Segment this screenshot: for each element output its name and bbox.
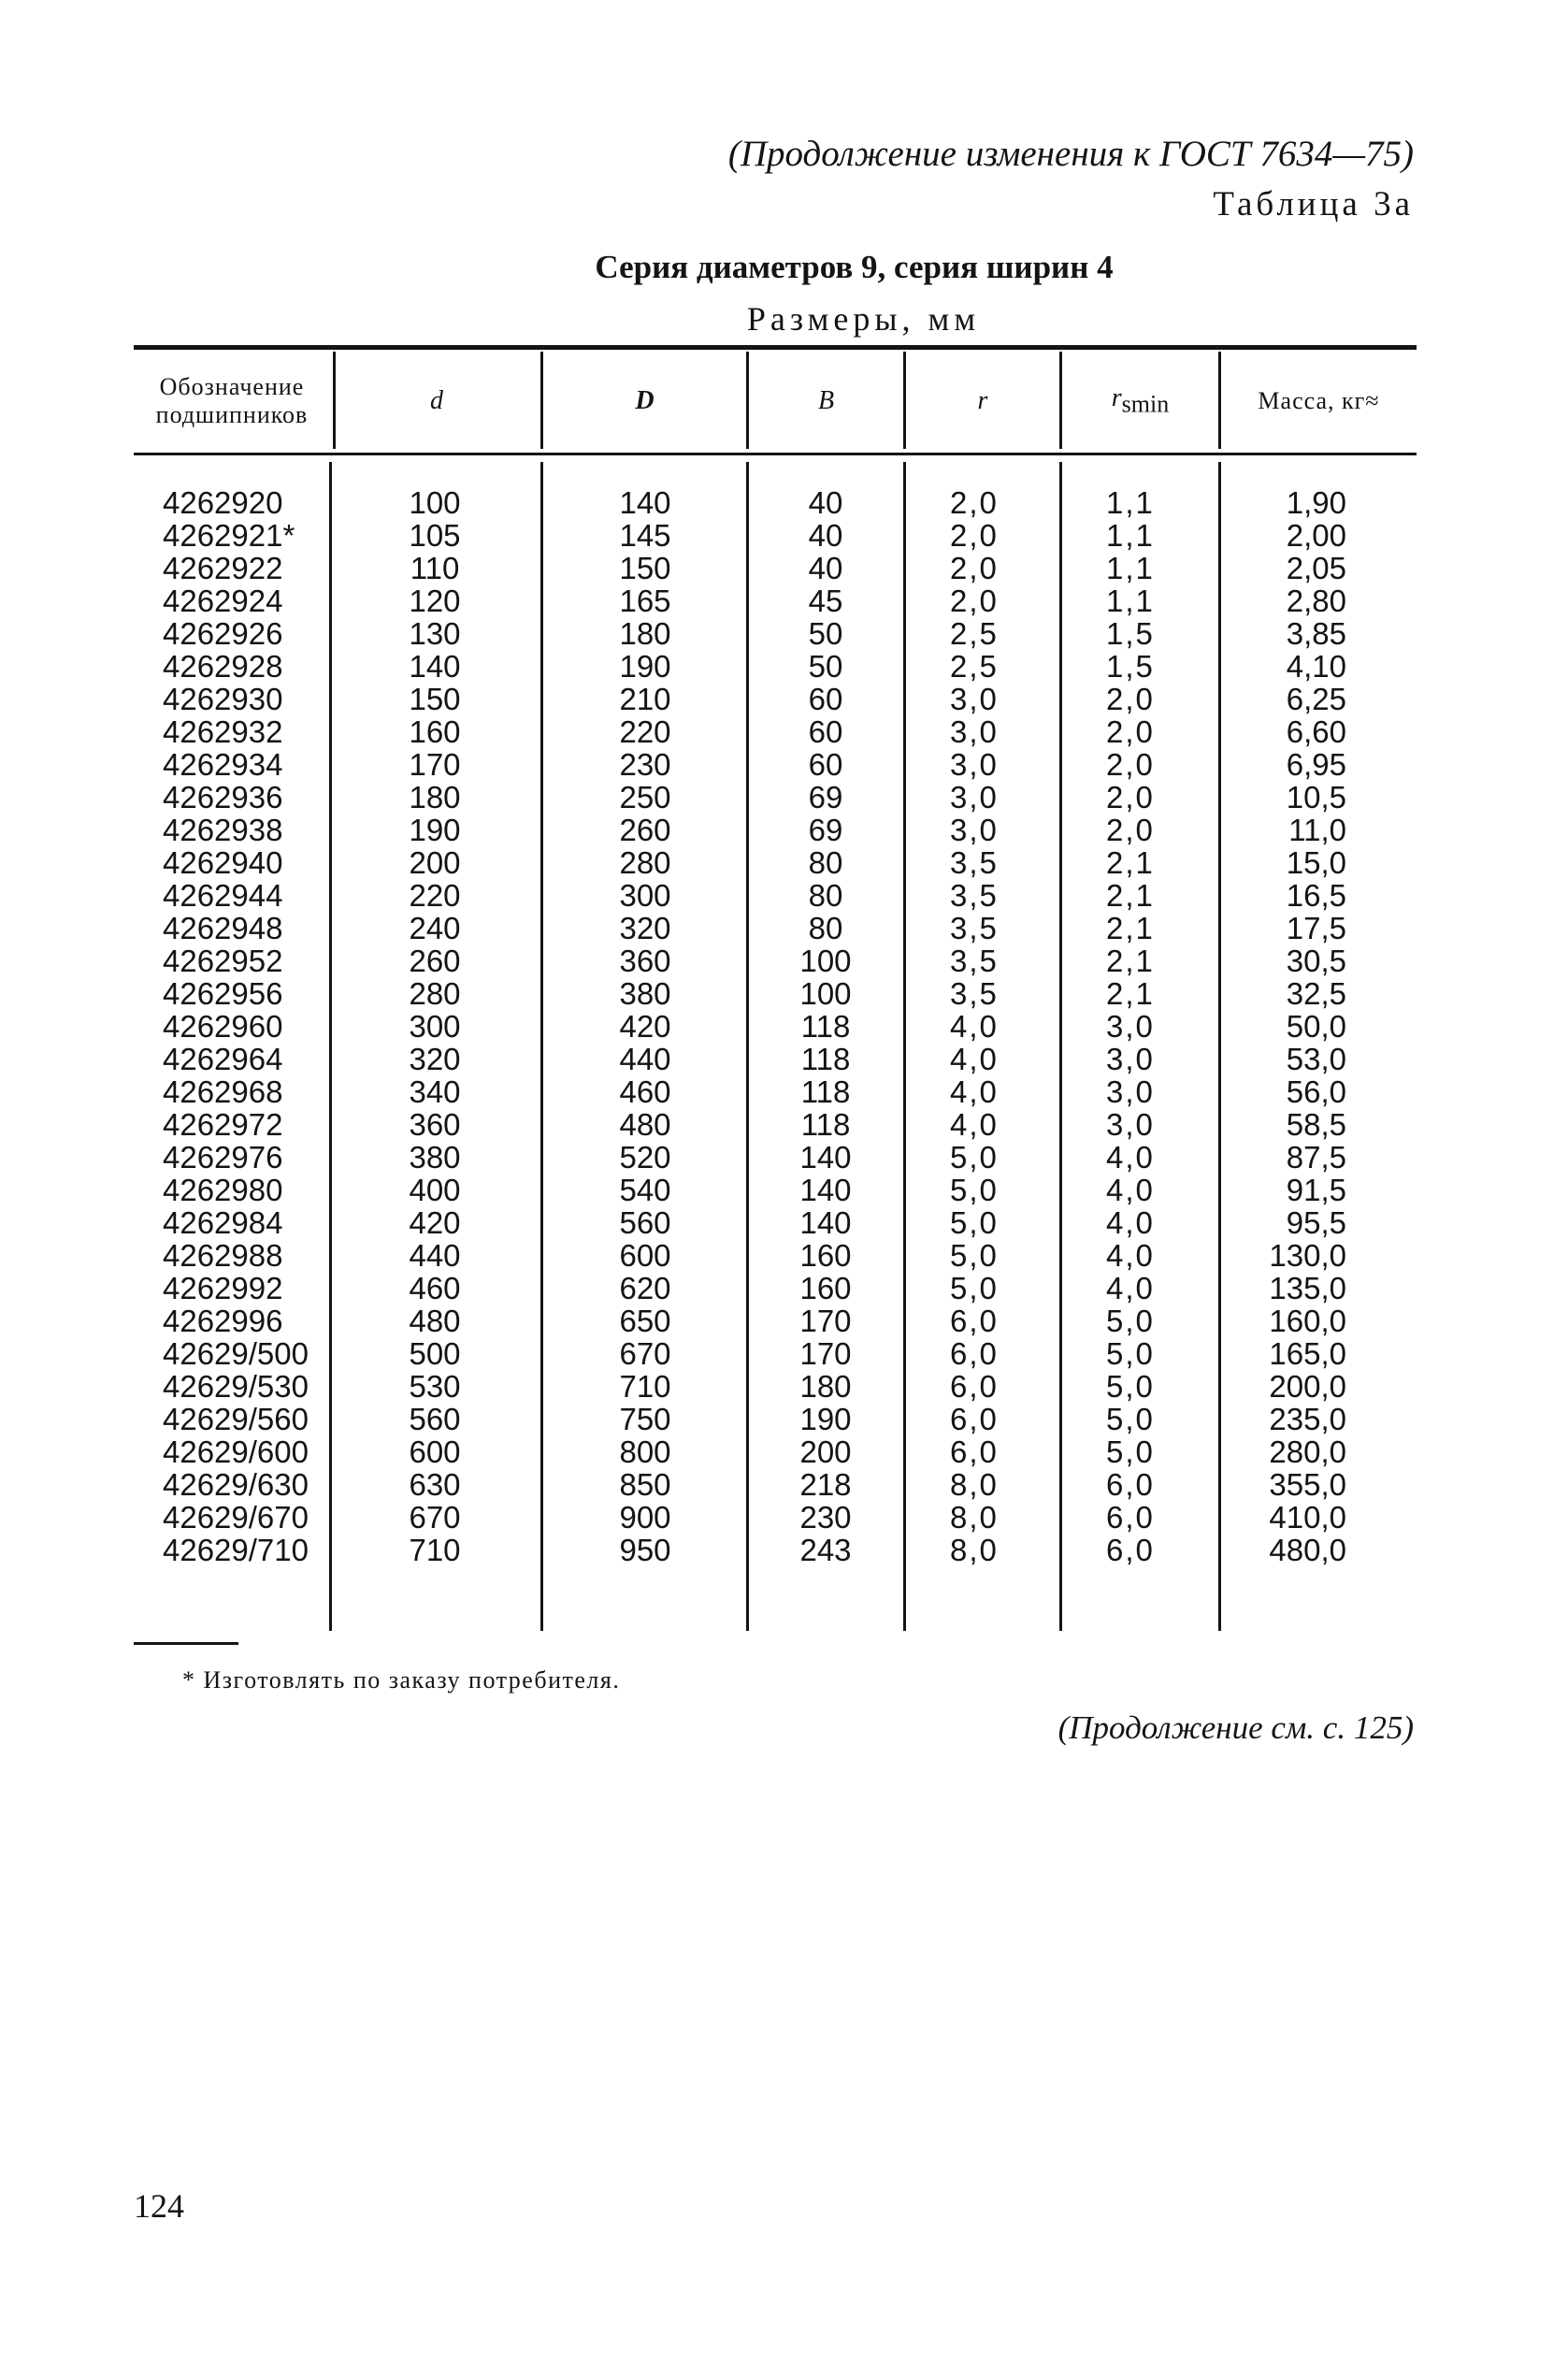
table-cell-r: 3,5: [950, 976, 999, 1011]
table-cell-B: 190: [799, 1402, 852, 1436]
table-cell-designation: 4262952: [163, 944, 283, 978]
table-cell-B: 218: [799, 1467, 852, 1502]
table-cell-B: 69: [808, 813, 843, 847]
table-cell-designation: 4262921*: [163, 518, 295, 553]
table-cell-r: 3,0: [950, 813, 999, 847]
column-divider: [746, 462, 749, 1631]
table-cell-r: 3,5: [950, 845, 999, 880]
table-cell-B: 243: [799, 1533, 852, 1567]
table-cell-d: 420: [409, 1205, 461, 1240]
table-cell-r: 3,5: [950, 878, 999, 913]
table-cell-D: 560: [619, 1205, 671, 1240]
table-cell-B: 170: [799, 1336, 852, 1371]
header-designation: Обозначение подшипников: [155, 372, 309, 428]
table-cell-designation: 4262930: [163, 682, 283, 716]
table-cell-d: 190: [409, 813, 461, 847]
table-cell-B: 140: [799, 1205, 852, 1240]
column-divider: [540, 462, 543, 1631]
table-cell-d: 100: [409, 485, 461, 520]
table-cell-rsmin: 6,0: [1106, 1533, 1155, 1567]
table-cell-designation: 4262956: [163, 976, 283, 1011]
table-cell-mass: 95,5: [1286, 1205, 1346, 1240]
table-cell-designation: 4262934: [163, 747, 283, 782]
column-designation: [163, 486, 327, 1566]
table-cell-D: 520: [619, 1140, 671, 1175]
table-cell-rsmin: 5,0: [1106, 1369, 1155, 1404]
table-cell-r: 3,0: [950, 682, 999, 716]
table-cell-d: 340: [409, 1074, 461, 1109]
table-cell-d: 170: [409, 747, 461, 782]
table-cell-D: 230: [619, 747, 671, 782]
table-cell-rsmin: 3,0: [1106, 1042, 1155, 1076]
table-cell-rsmin: 2,1: [1106, 878, 1155, 913]
table-cell-mass: 87,5: [1286, 1140, 1346, 1175]
table-cell-mass: 2,05: [1286, 551, 1346, 585]
table-cell-rsmin: 2,0: [1106, 813, 1155, 847]
table-cell-rsmin: 1,1: [1106, 485, 1155, 520]
table-cell-rsmin: 4,0: [1106, 1140, 1155, 1175]
table-cell-mass: 165,0: [1269, 1336, 1346, 1371]
table-cell-D: 710: [619, 1369, 671, 1404]
column-mass: [1234, 486, 1346, 1566]
table-cell-D: 210: [619, 682, 671, 716]
table-cell-rsmin: 2,0: [1106, 747, 1155, 782]
table-cell-d: 400: [409, 1173, 461, 1207]
table-cell-rsmin: 4,0: [1106, 1238, 1155, 1273]
table-cell-mass: 17,5: [1286, 911, 1346, 945]
table-cell-D: 540: [619, 1173, 671, 1207]
table-cell-B: 60: [808, 747, 843, 782]
table-cell-B: 80: [808, 878, 843, 913]
table-cell-D: 480: [619, 1107, 671, 1142]
table-cell-d: 260: [409, 944, 461, 978]
table-cell-D: 300: [619, 878, 671, 913]
table-cell-mass: 32,5: [1286, 976, 1346, 1011]
table-cell-B: 118: [800, 1009, 851, 1044]
table-cell-B: 69: [808, 780, 843, 814]
table-cell-mass: 6,60: [1286, 714, 1346, 749]
table-cell-r: 8,0: [950, 1500, 999, 1535]
table-cell-mass: 2,80: [1286, 584, 1346, 618]
table-cell-rsmin: 1,5: [1106, 649, 1155, 684]
table-cell-mass: 58,5: [1286, 1107, 1346, 1142]
table-cell-d: 530: [409, 1369, 461, 1404]
table-cell-D: 140: [619, 485, 671, 520]
table-cell-designation: 4262926: [163, 616, 283, 651]
table-cell-rsmin: 6,0: [1106, 1467, 1155, 1502]
table-cell-rsmin: 1,1: [1106, 518, 1155, 553]
table-cell-B: 60: [808, 714, 843, 749]
table-label: Таблица 3а: [1213, 185, 1414, 223]
table-cell-D: 620: [619, 1271, 671, 1305]
table-cell-mass: 3,85: [1286, 616, 1346, 651]
table-cell-designation: 42629/560: [163, 1402, 309, 1436]
table-cell-designation: 42629/530: [163, 1369, 309, 1404]
table-cell-B: 160: [799, 1238, 852, 1273]
table-cell-B: 50: [808, 616, 843, 651]
table-cell-mass: 11,0: [1288, 813, 1346, 847]
table-cell-r: 8,0: [950, 1533, 999, 1567]
table-cell-B: 40: [808, 551, 843, 585]
table-cell-designation: 4262928: [163, 649, 283, 684]
table-cell-mass: 1,90: [1286, 485, 1346, 520]
table-cell-rsmin: 1,1: [1106, 551, 1155, 585]
table-cell-r: 4,0: [950, 1074, 999, 1109]
header-rsmin: [1062, 352, 1218, 450]
footnote-rule: [134, 1642, 238, 1645]
table-cell-r: 5,0: [950, 1238, 999, 1273]
table-cell-D: 150: [619, 551, 671, 585]
table-cell-D: 260: [619, 813, 671, 847]
table-cell-d: 560: [409, 1402, 461, 1436]
table-cell-B: 180: [799, 1369, 852, 1404]
header-r: r: [977, 385, 988, 415]
table-cell-designation: 4262938: [163, 813, 283, 847]
table-cell-D: 950: [619, 1533, 671, 1567]
table-cell-B: 60: [808, 682, 843, 716]
table-cell-rsmin: 1,5: [1106, 616, 1155, 651]
column-divider: [329, 462, 332, 1631]
header-D: D: [635, 385, 655, 415]
table-cell-r: 2,5: [950, 616, 999, 651]
table-cell-d: 460: [409, 1271, 461, 1305]
table-cell-B: 80: [808, 911, 843, 945]
table-cell-rsmin: 4,0: [1106, 1271, 1155, 1305]
table-cell-mass: 235,0: [1269, 1402, 1346, 1436]
table-cell-d: 440: [409, 1238, 461, 1273]
header-d: d: [430, 385, 443, 415]
table-cell-r: 6,0: [950, 1434, 999, 1469]
table-cell-mass: 10,5: [1286, 780, 1346, 814]
table-cell-r: 4,0: [950, 1107, 999, 1142]
table-cell-rsmin: 2,1: [1106, 944, 1155, 978]
table-cell-D: 250: [619, 780, 671, 814]
table-cell-d: 630: [409, 1467, 461, 1502]
table-cell-designation: 4262922: [163, 551, 283, 585]
table-cell-rsmin: 3,0: [1106, 1009, 1155, 1044]
table-cell-designation: 4262996: [163, 1304, 283, 1338]
table-cell-D: 280: [619, 845, 671, 880]
table-cell-d: 180: [409, 780, 461, 814]
table-cell-d: 220: [409, 878, 461, 913]
footnote: * Изготовлять по заказу потребителя.: [182, 1666, 621, 1694]
table-cell-designation: 4262920: [163, 485, 283, 520]
table-cell-d: 140: [409, 649, 461, 684]
table-cell-rsmin: 4,0: [1106, 1173, 1155, 1207]
table-cell-designation: 42629/710: [163, 1533, 309, 1567]
table-cell-mass: 4,10: [1286, 649, 1346, 684]
table-cell-rsmin: 5,0: [1106, 1304, 1155, 1338]
table-top-rule: [134, 345, 1417, 350]
table-cell-designation: 4262944: [163, 878, 283, 913]
table-cell-B: 40: [808, 518, 843, 553]
table-cell-designation: 42629/670: [163, 1500, 309, 1535]
column-D: [589, 486, 701, 1566]
column-d: [379, 486, 491, 1566]
table-cell-d: 280: [409, 976, 461, 1011]
header-bottom-rule: [134, 453, 1417, 455]
table-cell-B: 140: [799, 1173, 852, 1207]
table-cell-mass: 355,0: [1269, 1467, 1346, 1502]
table-cell-mass: 6,95: [1286, 747, 1346, 782]
table-cell-mass: 16,5: [1286, 878, 1346, 913]
table-cell-r: 4,0: [950, 1042, 999, 1076]
table-cell-designation: 4262988: [163, 1238, 283, 1273]
table-cell-designation: 42629/630: [163, 1467, 309, 1502]
table-cell-mass: 160,0: [1269, 1304, 1346, 1338]
column-r: [950, 486, 1053, 1566]
table-cell-designation: 4262948: [163, 911, 283, 945]
table-cell-mass: 2,00: [1286, 518, 1346, 553]
table-cell-d: 360: [409, 1107, 461, 1142]
table-cell-r: 5,0: [950, 1271, 999, 1305]
table-cell-d: 110: [410, 551, 460, 585]
table-cell-r: 6,0: [950, 1304, 999, 1338]
table-cell-rsmin: 2,0: [1106, 682, 1155, 716]
column-divider: [1218, 462, 1221, 1631]
table-cell-B: 50: [808, 649, 843, 684]
table-cell-rsmin: 3,0: [1106, 1074, 1155, 1109]
table-cell-rsmin: 2,1: [1106, 845, 1155, 880]
table-cell-d: 130: [409, 616, 461, 651]
table-cell-D: 800: [619, 1434, 671, 1469]
table-cell-D: 220: [619, 714, 671, 749]
table-cell-mass: 53,0: [1286, 1042, 1346, 1076]
table-cell-mass: 50,0: [1286, 1009, 1346, 1044]
table-cell-d: 320: [409, 1042, 461, 1076]
table-cell-r: 6,0: [950, 1336, 999, 1371]
table-cell-d: 600: [409, 1434, 461, 1469]
units-label: Размеры, мм: [746, 300, 981, 338]
continuation-note: (Продолжение изменения к ГОСТ 7634—75): [727, 134, 1414, 174]
table-cell-r: 3,0: [950, 747, 999, 782]
table-cell-rsmin: 3,0: [1106, 1107, 1155, 1142]
table-cell-D: 650: [619, 1304, 671, 1338]
table-cell-B: 40: [808, 485, 843, 520]
table-cell-designation: 4262932: [163, 714, 283, 749]
table-cell-d: 380: [409, 1140, 461, 1175]
table-cell-D: 420: [619, 1009, 671, 1044]
table-cell-d: 710: [409, 1533, 461, 1567]
column-divider: [1059, 462, 1062, 1631]
table-cell-D: 360: [619, 944, 671, 978]
table-cell-d: 480: [409, 1304, 461, 1338]
table-cell-mass: 410,0: [1269, 1500, 1346, 1535]
table-cell-d: 240: [409, 911, 461, 945]
table-cell-r: 6,0: [950, 1369, 999, 1404]
table-cell-r: 3,0: [950, 780, 999, 814]
table-cell-mass: 56,0: [1286, 1074, 1346, 1109]
table-cell-rsmin: 5,0: [1106, 1402, 1155, 1436]
table-cell-designation: 42629/600: [163, 1434, 309, 1469]
column-rsmin: [1106, 486, 1209, 1566]
rsmin-subscript: smin: [1121, 390, 1170, 418]
table-cell-designation: 4262976: [163, 1140, 283, 1175]
table-cell-r: 3,0: [950, 714, 999, 749]
table-cell-B: 118: [800, 1107, 851, 1142]
table-cell-B: 170: [799, 1304, 852, 1338]
table-cell-d: 670: [409, 1500, 461, 1535]
table-cell-D: 190: [619, 649, 671, 684]
table-cell-D: 320: [619, 911, 671, 945]
table-cell-D: 670: [619, 1336, 671, 1371]
table-cell-designation: 4262960: [163, 1009, 283, 1044]
table-cell-D: 145: [619, 518, 671, 553]
table-cell-rsmin: 6,0: [1106, 1500, 1155, 1535]
table-cell-rsmin: 2,0: [1106, 780, 1155, 814]
continuation-next: (Продолжение см. с. 125): [1057, 1709, 1414, 1746]
table-cell-mass: 480,0: [1269, 1533, 1346, 1567]
table-cell-designation: 42629/500: [163, 1336, 309, 1371]
table-cell-mass: 280,0: [1269, 1434, 1346, 1469]
table-cell-designation: 4262964: [163, 1042, 283, 1076]
table-cell-r: 6,0: [950, 1402, 999, 1436]
table-cell-B: 118: [800, 1074, 851, 1109]
table-cell-B: 80: [808, 845, 843, 880]
table-cell-r: 2,0: [950, 485, 999, 520]
table-cell-D: 440: [619, 1042, 671, 1076]
table-cell-D: 380: [619, 976, 671, 1011]
table-cell-designation: 4262940: [163, 845, 283, 880]
table-cell-B: 160: [799, 1271, 852, 1305]
table-cell-d: 500: [409, 1336, 461, 1371]
table-cell-r: 5,0: [950, 1205, 999, 1240]
table-cell-d: 105: [409, 518, 461, 553]
table-cell-B: 230: [799, 1500, 852, 1535]
table-cell-r: 5,0: [950, 1140, 999, 1175]
table-cell-designation: 4262980: [163, 1173, 283, 1207]
table-cell-d: 300: [409, 1009, 461, 1044]
table-cell-B: 140: [799, 1140, 852, 1175]
table-cell-designation: 4262984: [163, 1205, 283, 1240]
table-cell-B: 100: [799, 944, 852, 978]
table-cell-designation: 4262972: [163, 1107, 283, 1142]
table-cell-rsmin: 5,0: [1106, 1434, 1155, 1469]
table-cell-rsmin: 1,1: [1106, 584, 1155, 618]
table-cell-designation: 4262936: [163, 780, 283, 814]
table-cell-D: 850: [619, 1467, 671, 1502]
table-cell-r: 2,0: [950, 584, 999, 618]
table-cell-mass: 91,5: [1286, 1173, 1346, 1207]
table-cell-B: 118: [800, 1042, 851, 1076]
table-cell-d: 150: [409, 682, 461, 716]
table-cell-D: 900: [619, 1500, 671, 1535]
table-cell-mass: 200,0: [1269, 1369, 1346, 1404]
table-subtitle: Серия диаметров 9, серия ширин 4: [595, 249, 1114, 285]
table-cell-r: 3,5: [950, 911, 999, 945]
table-cell-mass: 135,0: [1269, 1271, 1346, 1305]
table-cell-B: 100: [799, 976, 852, 1011]
table-cell-r: 2,0: [950, 518, 999, 553]
table-cell-D: 165: [619, 584, 671, 618]
table-cell-D: 750: [619, 1402, 671, 1436]
table-cell-rsmin: 5,0: [1106, 1336, 1155, 1371]
table-cell-r: 4,0: [950, 1009, 999, 1044]
table-cell-r: 2,0: [950, 551, 999, 585]
table-cell-designation: 4262992: [163, 1271, 283, 1305]
table-cell-B: 200: [799, 1434, 852, 1469]
table-cell-d: 160: [409, 714, 461, 749]
table-cell-D: 180: [619, 616, 671, 651]
column-divider: [903, 462, 906, 1631]
table-cell-D: 460: [619, 1074, 671, 1109]
column-B: [774, 486, 877, 1566]
header-mass: Масса, кг≈: [1258, 386, 1380, 414]
page-number: 124: [134, 2187, 184, 2225]
table-cell-mass: 6,25: [1286, 682, 1346, 716]
rsmin-base: r: [1111, 382, 1122, 412]
header-B: B: [817, 385, 835, 415]
table-cell-rsmin: 4,0: [1106, 1205, 1155, 1240]
table-cell-d: 120: [409, 584, 461, 618]
table-cell-rsmin: 2,1: [1106, 911, 1155, 945]
table-cell-D: 600: [619, 1238, 671, 1273]
table-cell-B: 45: [808, 584, 843, 618]
table-cell-rsmin: 2,1: [1106, 976, 1155, 1011]
table-cell-designation: 4262924: [163, 584, 283, 618]
table-cell-mass: 130,0: [1269, 1238, 1346, 1273]
table-cell-r: 3,5: [950, 944, 999, 978]
table-cell-mass: 15,0: [1286, 845, 1346, 880]
table-cell-r: 8,0: [950, 1467, 999, 1502]
table-cell-mass: 30,5: [1286, 944, 1346, 978]
table-cell-r: 5,0: [950, 1173, 999, 1207]
table-cell-designation: 4262968: [163, 1074, 283, 1109]
table-cell-rsmin: 2,0: [1106, 714, 1155, 749]
table-cell-d: 200: [409, 845, 461, 880]
table-cell-r: 2,5: [950, 649, 999, 684]
